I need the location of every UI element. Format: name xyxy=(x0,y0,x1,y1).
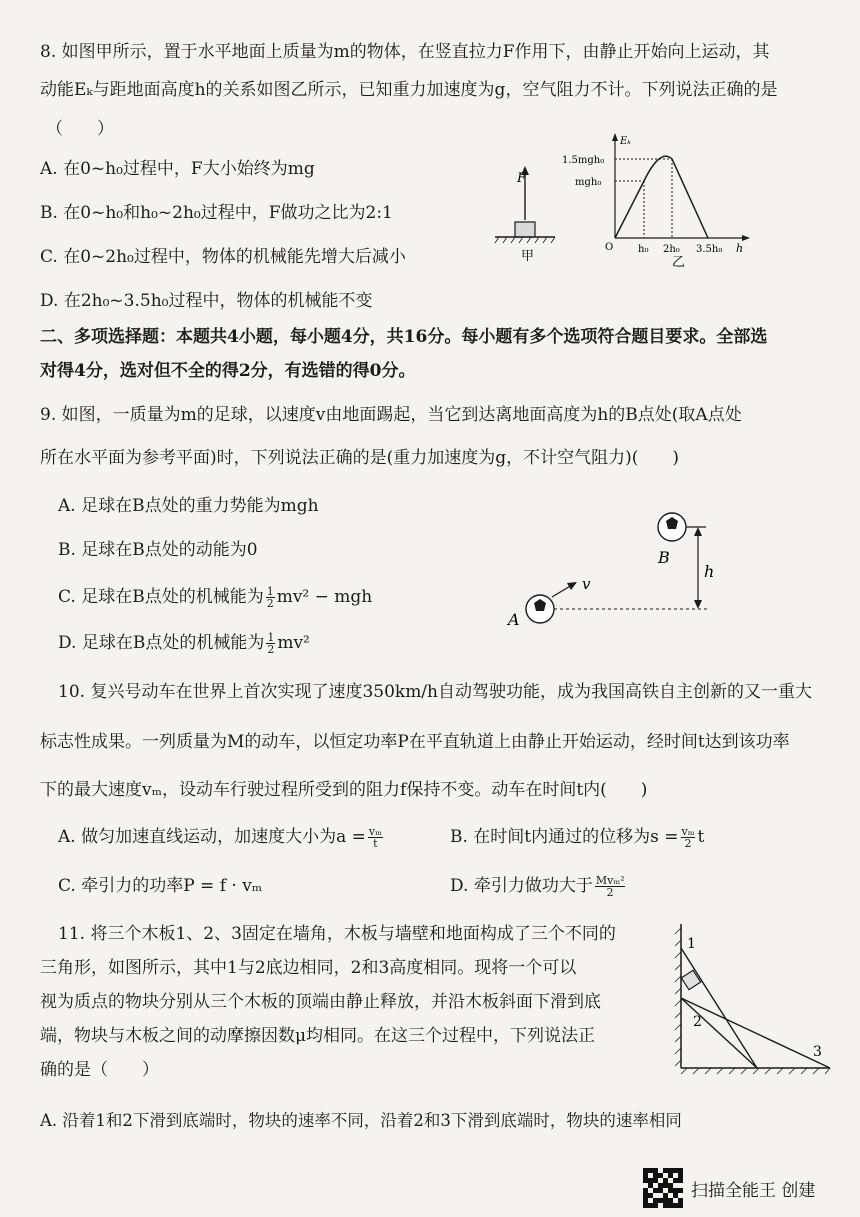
q10-option-d-text: D. 牵引力做功大于 xyxy=(450,876,593,896)
q10-option-b: B. 在时间t内通过的位移为s = $\frac{\text{vₘ}}{2}$ t xyxy=(450,825,705,850)
q11-stem-line-3: 视为质点的物块分别从三个木板的顶端由静止释放，并沿木板斜面下滑到底 xyxy=(40,992,601,1012)
q8-stem-line-2: 动能Eₖ与距地面高度h的关系如图乙所示，已知重力加速度为g，空气阻力不计。下列说法正确的是 xyxy=(40,80,778,100)
q9-stem-line-1: 9. 如图，一质量为m的足球，以速度v由地面踢起，当它到达离地面高度为h的B点处(取A点处 xyxy=(40,405,742,425)
y-axis-label: Eₖ xyxy=(620,136,631,147)
q8-option-d: D. 在2h₀~3.5h₀过程中，物体的机械能不变 xyxy=(40,291,373,311)
label-b: B xyxy=(658,548,670,567)
q10-option-b-fraction: $\frac{\text{vₘ}}{2}$ xyxy=(681,825,695,850)
q11-stem-line-2: 三角形，如图所示，其中1与2底边相同，2和3高度相同。现将一个可以 xyxy=(40,958,577,978)
label-1: 1 xyxy=(687,936,696,952)
q10-stem-line-1: 10. 复兴号动车在世界上首次实现了速度350km/h自动驾驶功能，成为我国高铁自主创新的又一重大 xyxy=(58,682,812,702)
q8-option-a: A. 在0~h₀过程中，F大小始终为mg xyxy=(40,159,315,179)
q8-figure-jia xyxy=(485,160,565,270)
q9-stem-line-2: 所在水平面为参考平面)时，下列说法正确的是(重力加速度为g，不计空气阻力)( ) xyxy=(40,448,680,468)
section2-heading-line-2: 对得4分，选对但不全的得2分，有选错的得0分。 xyxy=(40,361,416,381)
q9-figure xyxy=(500,505,730,635)
q9-option-b: B. 足球在B点处的动能为0 xyxy=(58,540,258,560)
q8-figure-yi xyxy=(560,128,760,268)
q10-option-c: C. 牵引力的功率P = f · vₘ xyxy=(58,876,263,896)
q9-option-a: A. 足球在B点处的重力势能为mgh xyxy=(58,496,319,516)
board-3 xyxy=(681,998,830,1068)
q11-option-a: A. 沿着1和2下滑到底端时，物块的速率不同，沿着2和3下滑到底端时，物块的速率相同 xyxy=(40,1111,682,1130)
caption-yi: 乙 xyxy=(672,255,686,268)
watermark-text: 扫描全能王 创建 xyxy=(691,1180,816,1201)
q11-stem-line-4: 端，物块与木板之间的动摩擦因数μ均相同。在这三个过程中，下列说法正 xyxy=(40,1026,596,1046)
x-axis-label: h xyxy=(736,242,744,255)
caption-jia: 甲 xyxy=(521,249,535,264)
scanner-watermark xyxy=(643,1168,815,1208)
q10-option-a xyxy=(58,825,385,849)
x-tick-h0: h₀ xyxy=(638,244,649,255)
ground-hatch xyxy=(495,237,555,243)
q11-stem-line-5: 确的是（ ） xyxy=(40,1060,159,1080)
y-tick-mgh0: mgh₀ xyxy=(575,177,602,188)
origin-label: O xyxy=(605,242,614,253)
q10-option-b-text: B. 在时间t内通过的位移为s = xyxy=(450,827,679,847)
section2-heading-line-1: 二、多项选择题：本题共4小题，每小题4分，共16分。每小题有多个选项符合题目要求。全部选 xyxy=(40,327,768,347)
q8-option-b: B. 在0~h₀和h₀~2h₀过程中，F做功之比为2:1 xyxy=(40,203,393,223)
force-label: F xyxy=(517,171,527,186)
velocity-arrow xyxy=(552,585,572,597)
q8-stem-line-3: （ ） xyxy=(46,119,114,139)
ek-curve xyxy=(615,156,708,238)
wall-hatch xyxy=(675,928,681,1066)
label-a: A xyxy=(508,610,520,629)
q10-stem-line-2: 标志性成果。一列质量为M的动车，以恒定功率P在平直轨道上由静止开始运动，经时间t达到该功率 xyxy=(40,732,790,752)
q11-figure xyxy=(665,918,835,1080)
q9-option-d xyxy=(58,631,310,655)
q9-option-d-formula: mv² xyxy=(277,633,310,653)
floor-hatch xyxy=(681,1068,830,1074)
y-tick-1-5mgh0: 1.5mgh₀ xyxy=(562,155,605,166)
q10-option-a-fraction: $\frac{\text{vₘ}}{t}$ xyxy=(368,825,382,850)
q10-option-a-text: A. 做匀加速直线运动，加速度大小为a = xyxy=(58,827,366,847)
q9-option-c-fraction: $\frac{1}{2}$ xyxy=(266,585,274,610)
q10-stem-line-3: 下的最大速度vₘ，设动车行驶过程所受到的阻力f保持不变。动车在时间t内( ) xyxy=(40,780,648,800)
x-tick-2h0: 2h₀ xyxy=(663,244,680,255)
q9-option-c-formula: mv² − mgh xyxy=(276,587,373,607)
x-tick-3-5h0: 3.5h₀ xyxy=(696,244,723,255)
block xyxy=(515,222,535,237)
q9-option-d-fraction: $\frac{1}{2}$ xyxy=(267,631,275,656)
label-v: v xyxy=(582,575,591,593)
q8-option-c: C. 在0~2h₀过程中，物体的机械能先增大后减小 xyxy=(40,247,406,267)
label-3: 3 xyxy=(813,1044,822,1060)
q9-option-d-text: D. 足球在B点处的机械能为 xyxy=(58,633,265,653)
q10-option-d xyxy=(450,874,627,898)
q8-stem-line-1: 8. 如图甲所示，置于水平地面上质量为m的物体，在竖直拉力F作用下，由静止开始向上运动，其 xyxy=(40,42,770,62)
label-2: 2 xyxy=(693,1014,702,1030)
label-h: h xyxy=(704,562,715,581)
q9-option-c xyxy=(58,585,372,609)
q11-stem-line-1: 11. 将三个木板1、2、3固定在墙角，木板与墙壁和地面构成了三个不同的 xyxy=(58,924,616,944)
qr-code-icon xyxy=(643,1168,683,1208)
q9-option-c-text: C. 足球在B点处的机械能为 xyxy=(58,587,264,607)
q10-option-d-fraction: $\frac{\text{Mvₘ²}}{2}$ xyxy=(595,874,625,899)
